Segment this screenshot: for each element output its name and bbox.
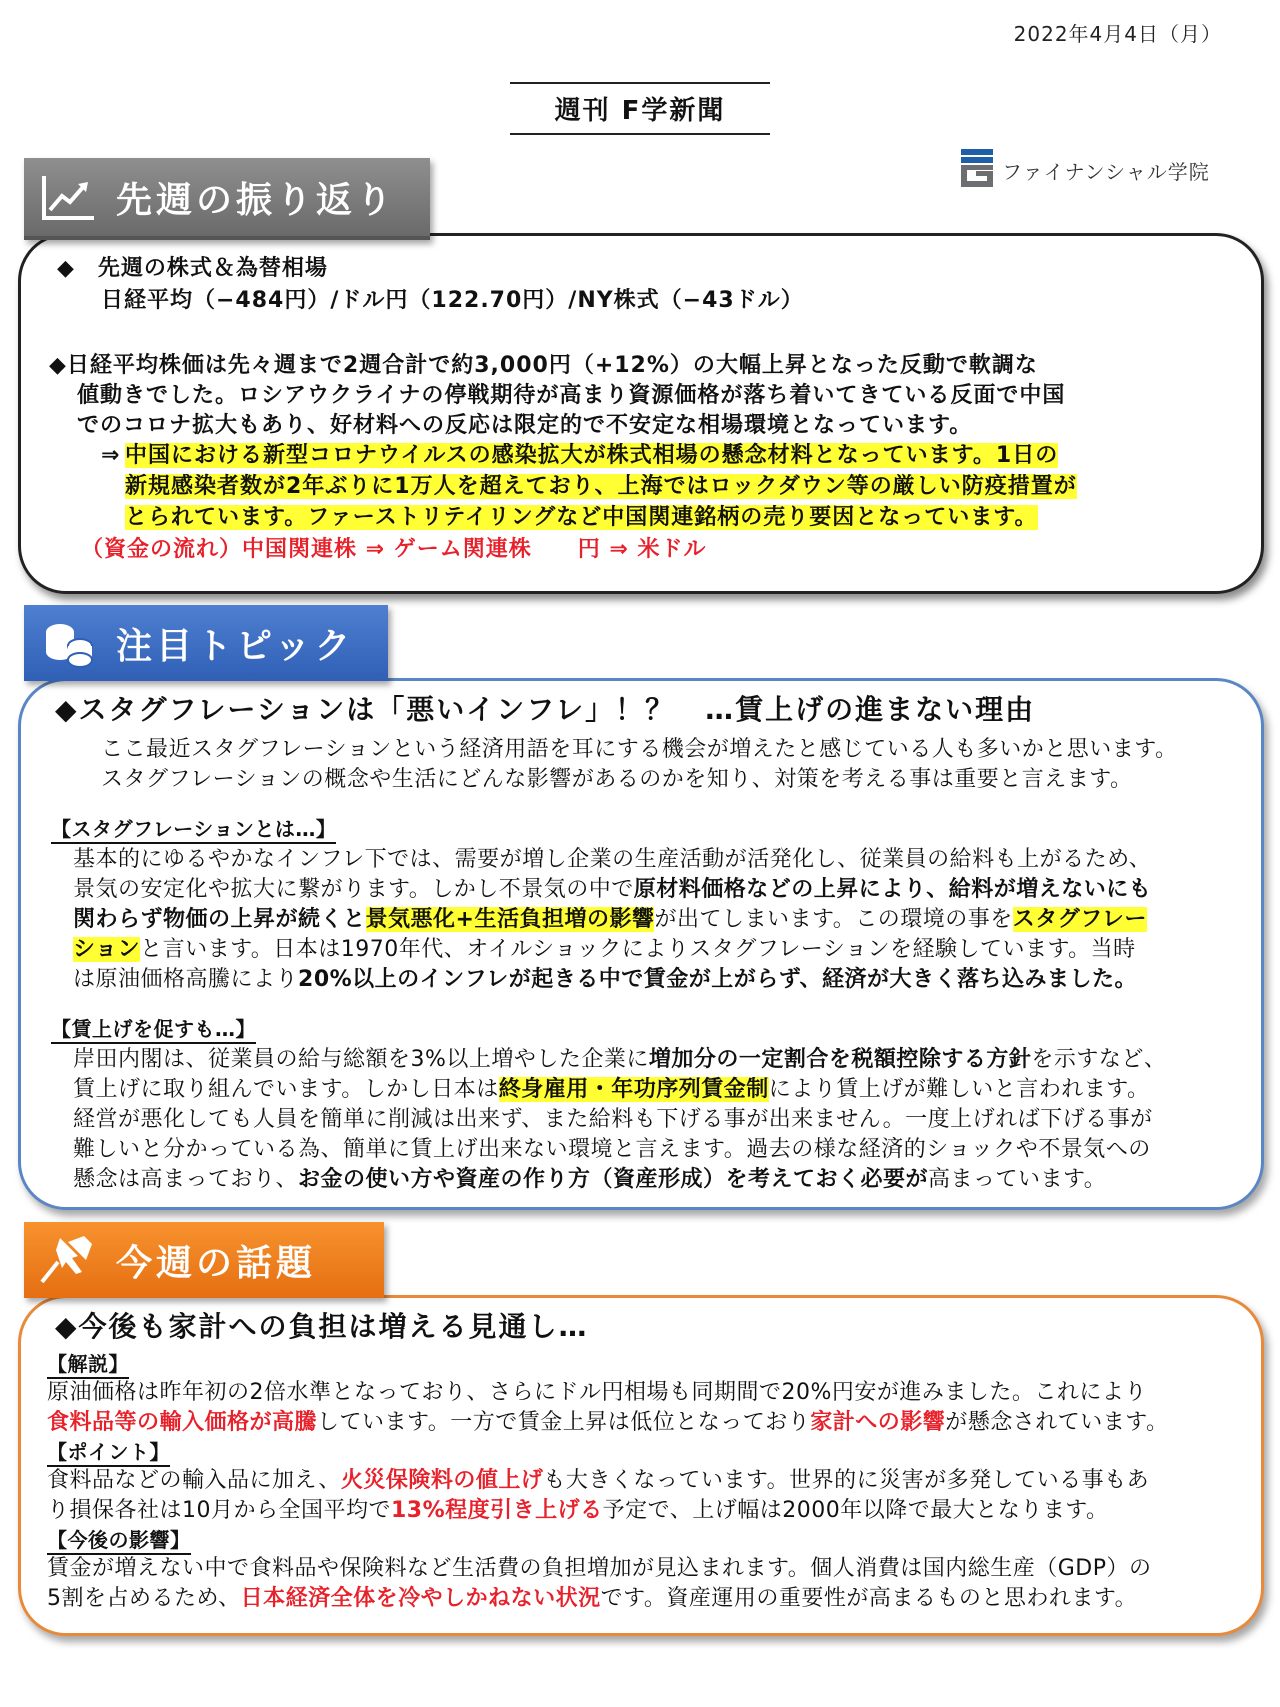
- body-line: 原油価格は昨年初の2倍水準となっており、さらにドル円相場も同期間で20%円安が進みました。これにより: [47, 1380, 1147, 1405]
- body-line: 賃上げに取り組んでいます。しかし日本は終身雇用・年功序列賃金制により賃上げが難しいと言われます。: [73, 1077, 1150, 1102]
- body-line: 難しいと分かっている為、簡単に賃上げ出来ない環境と言えます。過去の様な経済的ショックや不景気への: [73, 1137, 1151, 1162]
- body-line: り損保各社は10月から全国平均で13%程度引き上げる予定で、上げ幅は2000年以降で最大となります。: [47, 1498, 1109, 1523]
- topic-box: [18, 678, 1264, 1210]
- body-line: 懸念は高まっており、お金の使い方や資産の作り方（資産形成）を考えておく必要が高まっています。: [73, 1167, 1107, 1192]
- body-line: 関わらず物価の上昇が続くと景気悪化+生活負担増の影響が出てしまいます。この環境の事をスタグフレー: [73, 907, 1147, 932]
- week-box: [18, 1295, 1264, 1636]
- body-line: 岸田内閣は、従業員の給与総額を3%以上増やした企業に増加分の一定割合を税額控除する方針を示すなど、: [73, 1047, 1167, 1072]
- newspaper-title: 週刊 F学新聞: [510, 82, 770, 135]
- highlighted-note: 中国における新型コロナウイルスの感染拡大が株式相場の懸念材料となっています。1日の: [125, 443, 1059, 468]
- body-line: 経営が悪化しても人員を簡単に削減は出来ず、また給料も下げる事が出来ません。一度上げれば下げる事が: [73, 1107, 1153, 1132]
- section-banner-topic: [24, 605, 388, 681]
- review-para-line: 値動きでした。ロシアウクライナの停戦期待が高まり資源価格が落ち着いてきている反面で中国: [77, 383, 1066, 408]
- highlighted-note: 新規感染者数が2年ぶりに1万人を超えており、上海ではロックダウン等の厳しい防疫措置が: [125, 474, 1077, 499]
- market-summary: 日経平均（−484円）/ドル円（122.70円）/NY株式（−43ドル）: [101, 288, 804, 313]
- body-line: 景気の安定化や拡大に繋がります。しかし不景気の中で原材料価格などの上昇により、給料が増えないにも: [73, 877, 1152, 902]
- body-line: 基本的にゆるやかなインフレ下では、需要が増し企業の生産活動が活発化し、従業員の給料も上がるため、: [73, 847, 1152, 872]
- review-para-line: でのコロナ拡大もあり、好材料への反応は限定的で不安定な相場環境となっています。: [77, 413, 973, 438]
- logo-mark-icon: [960, 148, 994, 192]
- section-banner-review: [24, 158, 430, 240]
- banner-title: 注目トピック: [116, 625, 355, 667]
- coins-icon: [38, 613, 98, 673]
- body-line: 食料品等の輸入価格が高騰しています。一方で賃金上昇は低位となっており家計への影響が懸念されています。: [47, 1410, 1169, 1435]
- chart-up-icon: [38, 167, 98, 227]
- subheading-explain: 【解説】: [47, 1351, 129, 1379]
- banner-title: 先週の振り返り: [116, 179, 397, 221]
- topic-intro: ここ最近スタグフレーションという経済用語を耳にする機会が増えたと感じている人も多いかと思います。: [101, 737, 1178, 762]
- subheading-point: 【ポイント】: [47, 1439, 170, 1467]
- body-line: は原油価格高騰により20%以上のインフレが起きる中で賃金が上がらず、経済が大きく落ち込みました。: [73, 967, 1138, 992]
- subheading-what-is: 【スタグフレーションとは…】: [51, 816, 336, 844]
- issue-date: 2022年4月4日（月）: [1013, 22, 1222, 46]
- subheading-impact: 【今後の影響】: [47, 1527, 191, 1555]
- review-para-line: ◆日経平均株価は先々週まで2週合計で約3,000円（+12%）の大幅上昇となった反動で軟調な: [49, 353, 1038, 378]
- review-box: [18, 233, 1264, 594]
- topic-title: ◆スタグフレーションは「悪いインフレ」！？ …賃上げの進まない理由: [55, 693, 1036, 726]
- body-line: 5割を占めるため、日本経済全体を冷やしかねない状況です。資産運用の重要性が高まるものと思われます。: [47, 1586, 1138, 1611]
- topic-intro: スタグフレーションの概念や生活にどんな影響があるのかを知り、対策を考える事は重要と言えます。: [101, 767, 1133, 792]
- arrow-symbol: ⇒: [101, 443, 121, 468]
- brand-logo: [960, 148, 1210, 192]
- banner-title: 今週の話題: [116, 1242, 317, 1284]
- body-line: ションと言います。日本は1970年代、オイルショックによりスタグフレーションを経験しています。当時: [73, 937, 1136, 962]
- highlighted-note: とられています。ファーストリテイリングなど中国関連銘柄の売り要因となっています。: [125, 505, 1038, 530]
- week-title: ◆今後も家計への負担は増える見通し…: [55, 1310, 589, 1343]
- body-line: 賃金が増えない中で食料品や保険料など生活費の負担増加が見込まれます。個人消費は国内総生産（GDP）の: [47, 1556, 1152, 1581]
- subheading-wage: 【賃上げを促すも…】: [51, 1016, 256, 1044]
- money-flow: （資金の流れ）中国関連株 ⇒ ゲーム関連株 円 ⇒ 米ドル: [81, 537, 707, 562]
- market-heading: ◆ 先週の株式＆為替相場: [57, 256, 328, 281]
- body-line: 食料品などの輸入品に加え、火災保険料の値上げも大きくなっています。世界的に災害が多発している事もあ: [47, 1468, 1150, 1493]
- section-banner-week: [24, 1222, 384, 1298]
- logo-text: ファイナンシャル学院: [1002, 159, 1210, 184]
- pushpin-icon: [38, 1230, 98, 1290]
